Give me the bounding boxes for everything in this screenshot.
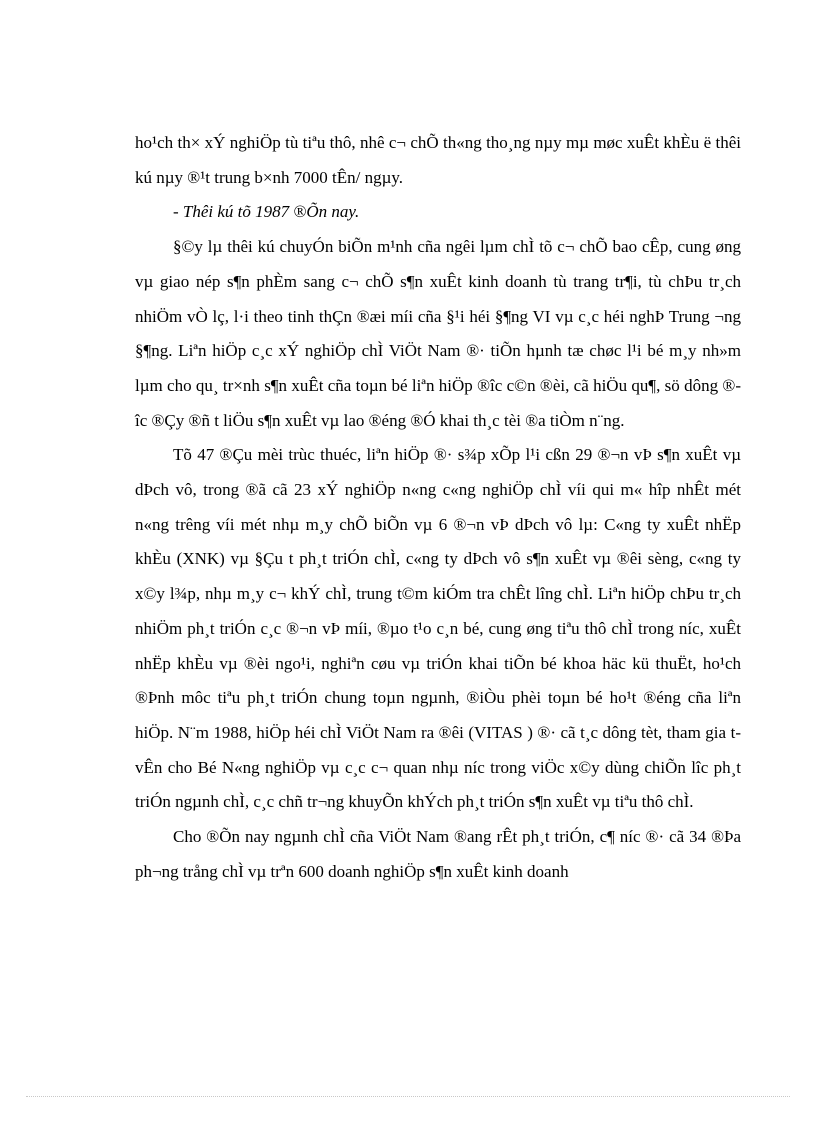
section-heading-period-1987: - Thêi kú tõ 1987 ®Õn nay. <box>173 202 360 222</box>
document-body <box>135 126 741 889</box>
paragraph-current-state: Cho ®Õn nay ngµnh chÌ cña ViÖt Nam ®ang rÊt ph¸t triÓn, c¶ níc ®· cã 34 ®Þa ph¬ng trång chÌ vµ trªn 600 doanh nghiÖp s¶n xuÊt kinh doanh <box>135 827 741 881</box>
paragraph-transition-period: §©y lµ thêi kú chuyÓn biÕn m¹nh cña ngêi lµm chÌ tõ c¬ chÕ bao cÊp, cung øng vµ giao nép s¶n phÈm sang c¬ chÕ s¶n xuÊt kinh doanh tù trang tr¶i, tù chÞu tr¸ch nhiÖm vÒ lç, l·i theo tinh thÇn ®æi míi cña §¹i héi §¶ng VI vµ c¸c héi nghÞ Trung ¬ng §¶ng. Liªn hiÖp c¸c xÝ nghiÖp chÌ ViÖt Nam ®· tiÕn hµnh tæ chøc l¹i bé m¸y nh»m lµm cho qu¸ tr×nh s¶n xuÊt cña toµn bé liªn hiÖp ®îc c©n ®èi, cã hiÖu qu¶, sö dông ®îc ®Çy ®ñ t liÖu s¶n xuÊt vµ lao ®éng ®Ó khai th¸c tèi ®a tiÒm n¨ng. <box>135 237 741 430</box>
paragraph-continuation: ho¹ch th× xÝ nghiÖp tù tiªu thô, nhê c¬ chÕ th«ng tho¸ng nµy mµ møc xuÊt khÈu ë thêi kú nµy ®¹t trung b×nh 7000 tÊn/ ngµy. <box>135 133 741 187</box>
paragraph-union-restructure: Tõ 47 ®Çu mèi trùc thuéc, liªn hiÖp ®· s¾p xÕp l¹i cßn 29 ®¬n vÞ s¶n xuÊt vµ dÞch vô, trong ®ã cã 23 xÝ nghiÖp n«ng c«ng nghiÖp chÌ víi qui m« hîp nhÊt mét n«ng trêng víi mét nhµ m¸y chÕ biÕn vµ 6 ®¬n vÞ dÞch vô lµ: C«ng ty xuÊt nhËp khÈu (XNK) vµ §Çu t ph¸t triÓn chÌ, c«ng ty dÞch vô s¶n xuÊt vµ ®êi sèng, c«ng ty x©y l¾p, nhµ m¸y c¬ khÝ chÌ, trung t©m kiÓm tra chÊt lîng chÌ. Liªn hiÖp chÞu tr¸ch nhiÖm ph¸t triÓn c¸c ®¬n vÞ míi, ®µo t¹o c¸n bé, cung øng tiªu thô chÌ trong níc, xuÊt nhËp khÈu vµ ®èi ngo¹i, nghiªn cøu vµ triÓn khai tiÕn bé khoa häc kü thuËt, ho¹ch ®Þnh môc tiªu ph¸t triÓn chung toµn ngµnh, ®iÒu phèi toµn bé ho¹t ®éng cña liªn hiÖp. N¨m 1988, hiÖp héi chÌ ViÖt Nam ra ®êi (VITAS ) ®· cã t¸c dông tèt, tham gia t vÊn cho Bé N«ng nghiÖp vµ c¸c c¬ quan nhµ níc trong viÖc x©y dùng chiÕn lîc ph¸t triÓn ngµnh chÌ, c¸c chñ tr¬ng khuyÕn khÝch ph¸t triÓn s¶n xuÊt vµ tiªu thô chÌ. <box>135 445 741 812</box>
page-bottom-divider <box>26 1096 790 1097</box>
